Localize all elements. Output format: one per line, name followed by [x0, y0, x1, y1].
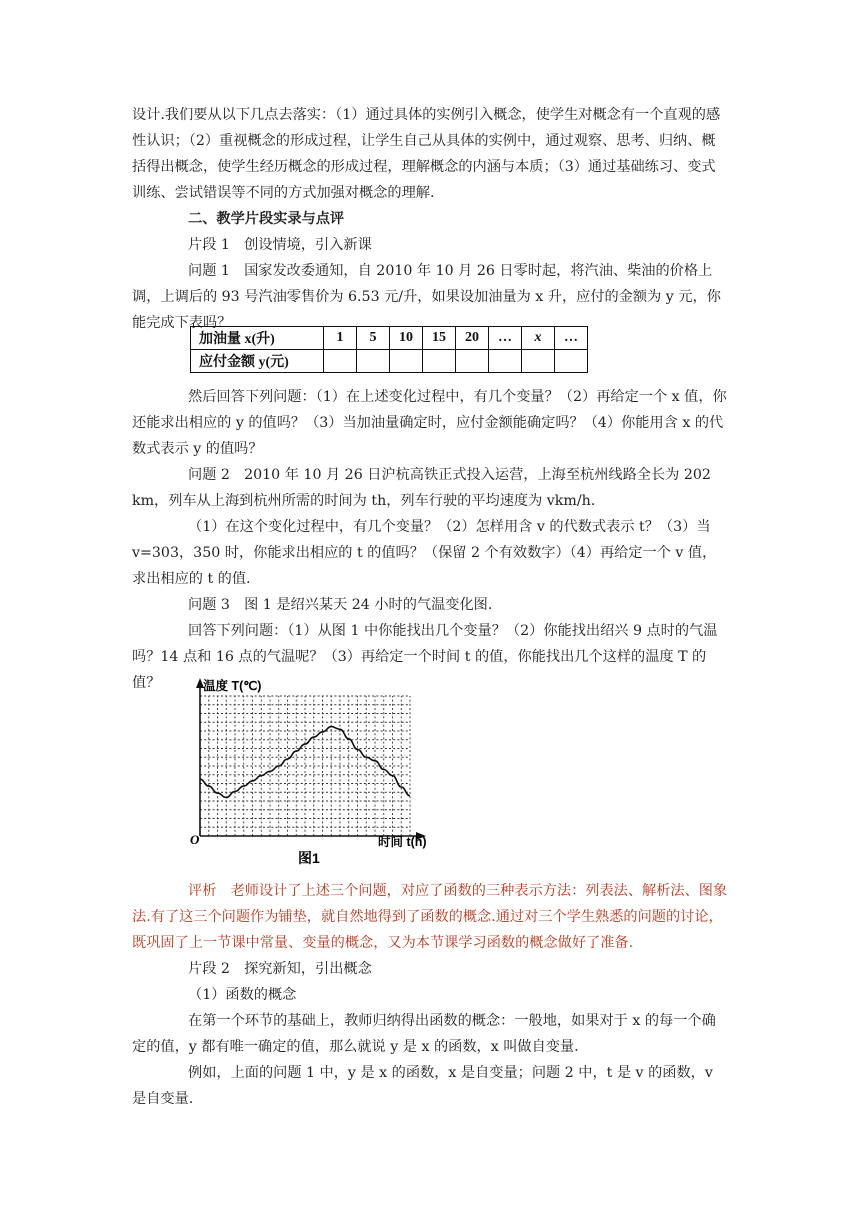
table-cell: 10 [390, 327, 423, 350]
table-cell: … [489, 327, 522, 350]
fuel-table [190, 326, 588, 373]
question-2: 问题 2 2010 年 10 月 26 日沪杭高铁正式投入运营，上海至杭州线路全长为 202 km，列车从上海到杭州所需的时间为 th，列车行驶的平均速度为 vkm/h. [132, 467, 711, 509]
question-1-followup: 然后回答下列问题：（1）在上述变化过程中，有几个变量？（2）再给定一个 x 值，你还能求出相应的 y 的值吗？（3）当加油量确定时，应付金额能确定吗？（4）你能用含 x 的代数式表示 y 的值吗？ [132, 389, 727, 457]
x-axis-label: 时间 t(h) [378, 835, 427, 849]
table-cell: x [522, 327, 555, 350]
temperature-chart [186, 672, 436, 872]
table-cell [489, 350, 522, 373]
table-header-cell: 加油量 x(升) [191, 327, 324, 350]
table-cell [456, 350, 489, 373]
table-header-cell: 应付金额 y(元) [191, 350, 324, 373]
fragment-1-title: 片段 1 创设情境，引入新课 [188, 237, 372, 253]
question-3-followup: 回答下列问题：（1）从图 1 中你能找出几个变量？（2）你能找出绍兴 9 点时的气温吗？14 点和 16 点的气温呢？（3）再给定一个时间 t 的值，你能找出几个这样的温度 T 的值？ [132, 623, 718, 691]
table-row [191, 350, 588, 373]
table-row [191, 327, 588, 350]
fragment-2-title: 片段 2 探究新知，引出概念 [188, 961, 372, 977]
example-paragraph: 例如，上面的问题 1 中，y 是 x 的函数，x 是自变量；问题 2 中，t 是 v 的函数，v 是自变量. [132, 1065, 713, 1107]
section-heading: 二、教学片段实录与点评 [188, 211, 345, 227]
commentary: 评析 老师设计了上述三个问题，对应了函数的三种表示方法：列表法、解析法、图象法.有了这三个问题作为铺垫，就自然地得到了函数的概念.通过对三个学生熟悉的问题的讨论，既巩固了上一节课中常量、变量的概念，又为本节课学习函数的概念做好了准备. [132, 883, 728, 951]
table-cell: 5 [357, 327, 390, 350]
origin-label: O [190, 832, 200, 847]
table-cell [522, 350, 555, 373]
table-cell [423, 350, 456, 373]
table-cell: … [555, 327, 588, 350]
table-cell: 20 [456, 327, 489, 350]
figure-caption: 图1 [298, 850, 320, 866]
question-3: 问题 3 图 1 是绍兴某天 24 小时的气温变化图. [188, 597, 493, 613]
table-cell [390, 350, 423, 373]
function-definition: 在第一个环节的基础上，教师归纳得出函数的概念：一般地，如果对于 x 的每一个确定的值，y 都有唯一确定的值，那么就说 y 是 x 的函数，x 叫做自变量. [132, 1013, 716, 1055]
chart-axes [196, 678, 426, 840]
table-cell [324, 350, 357, 373]
chart-grid [200, 696, 410, 836]
temperature-curve [200, 727, 410, 798]
question-1: 问题 1 国家发改委通知，自 2010 年 10 月 26 日零时起，将汽油、柴油的价格上调，上调后的 93 号汽油零售价为 6.53 元/升，如果设加油量为 x 升，应付的金额为 y 元，你能完成下表吗？ [132, 263, 721, 331]
table-cell [357, 350, 390, 373]
question-2-subquestions: （1）在这个变化过程中，有几个变量？（2）怎样用含 v 的代数式表示 t？（3）当 v=303，350 时，你能求出相应的 t 的值吗？（保留 2 个有效数字）（4）再给定一个 v 值，求出相应的 t 的值. [132, 519, 717, 587]
y-axis-label: 温度 T(℃) [203, 679, 262, 693]
table-cell [555, 350, 588, 373]
subsection-title: （1）函数的概念 [188, 987, 297, 1003]
intro-paragraph: 设计.我们要从以下几点去落实：（1）通过具体的实例引入概念，使学生对概念有一个直观的感性认识；（2）重视概念的形成过程，让学生自己从具体的实例中，通过观察、思考、归纳、概括得出概念，使学生经历概念的形成过程，理解概念的内涵与本质；（3）通过基础练习、变式训练、尝试错误等不同的方式加强对概念的理解. [132, 107, 721, 201]
table-cell: 1 [324, 327, 357, 350]
table-cell: 15 [423, 327, 456, 350]
